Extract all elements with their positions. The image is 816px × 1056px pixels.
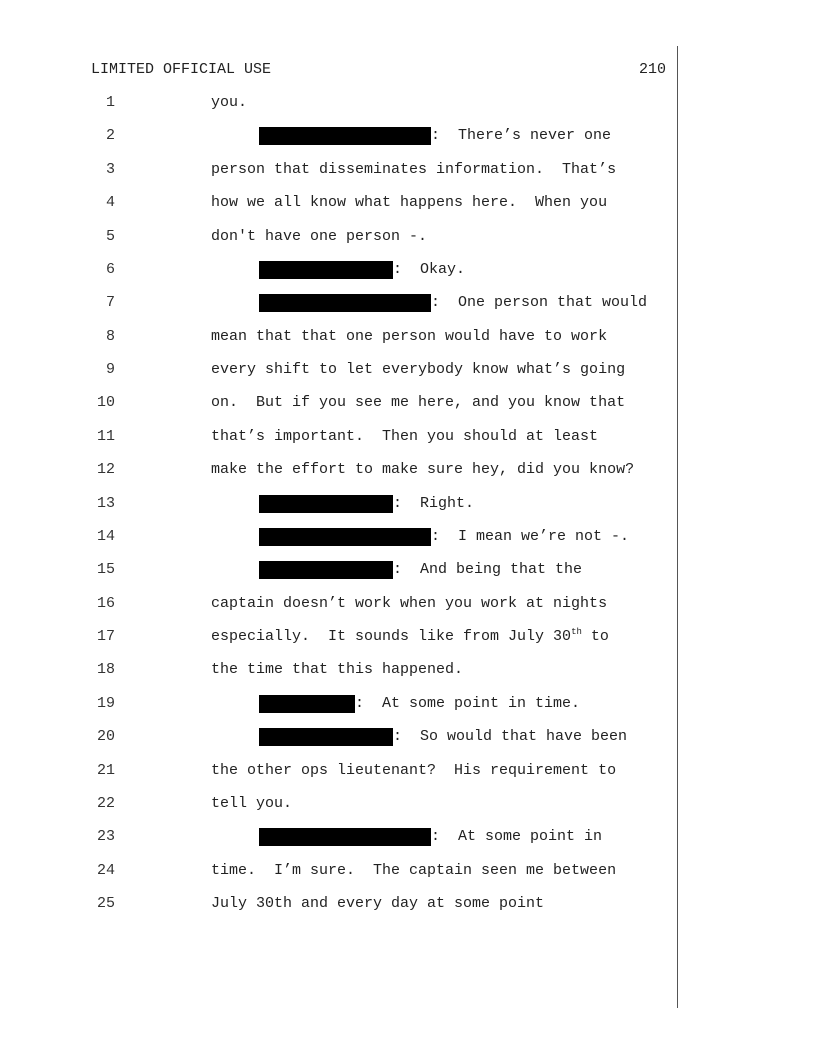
transcript-line [0,361,816,394]
line-content: person that disseminates information. That’s [211,160,617,178]
line-content: : And being that the [393,561,583,579]
line-number: 6 [105,260,115,278]
line-text [211,394,625,412]
line-number: 5 [105,227,115,245]
line-content: that’s important. Then you should at least [211,427,599,445]
line-number: 16 [96,594,115,612]
line-text [211,628,609,646]
transcript-line [0,228,816,261]
speaker-redaction [259,828,431,846]
transcript-line [0,461,816,494]
line-content: especially. It sounds like from July 30 [211,628,572,645]
line-content: time. I’m sure. The captain seen me between [211,861,617,879]
line-text [259,261,465,279]
transcript-line [0,528,816,561]
line-number: 10 [96,394,115,412]
transcript-line [0,695,816,728]
line-text [259,728,627,746]
line-text [259,828,602,846]
transcript-line [0,828,816,861]
transcript-line [0,595,816,628]
line-text [259,695,580,713]
line-text [259,495,474,513]
line-number: 25 [96,895,115,912]
line-number: 21 [96,761,115,779]
line-content: : Right. [393,494,475,512]
line-number: 7 [105,294,115,312]
line-text [259,528,629,546]
line-text [211,228,427,246]
line-text [259,294,647,312]
transcript-lines [0,94,816,928]
line-content: : So would that have been [393,728,628,746]
transcript-line [0,127,816,160]
line-number: 23 [96,828,115,846]
line-content: make the effort to make sure hey, did you know? [211,461,635,479]
line-content: on. But if you see me here, and you know that [211,394,626,412]
line-number: 14 [96,527,115,545]
line-number: 1 [105,94,115,111]
line-number: 11 [96,427,115,445]
line-number: 12 [96,461,115,479]
line-text [211,361,625,379]
speaker-redaction [259,561,393,579]
transcript-line [0,728,816,761]
line-text [211,194,607,212]
line-content: : One person that would [431,294,648,312]
speaker-redaction [259,127,431,145]
line-text [211,94,247,112]
line-text [211,428,598,446]
line-content: : I mean we’re not -. [431,527,630,545]
speaker-redaction [259,528,431,546]
transcript-line [0,261,816,294]
transcript-line [0,628,816,661]
line-number: 15 [96,561,115,579]
line-number: 17 [96,628,115,645]
line-content: : There’s never one [431,127,612,145]
transcript-line [0,895,816,928]
transcript-line [0,328,816,361]
transcript-line [0,161,816,194]
line-text [211,762,616,780]
line-text [211,461,634,479]
line-text [259,561,582,579]
line-content: don't have one person -. [211,227,428,245]
line-content: the other ops lieutenant? His requirement to [211,761,617,779]
transcript-line [0,94,816,127]
line-text [211,595,607,613]
classification-header: LIMITED OFFICIAL USE [91,61,272,78]
speaker-redaction [259,261,393,279]
line-text [211,895,544,913]
transcript-line [0,394,816,427]
line-number: 20 [96,728,115,746]
line-number: 13 [96,494,115,512]
line-number: 8 [105,327,115,345]
transcript-line [0,762,816,795]
line-content: tell you. [211,794,293,812]
line-number: 9 [105,361,115,378]
speaker-redaction [259,695,355,713]
line-content: captain doesn’t work when you work at nights [211,594,608,612]
transcript-line [0,862,816,895]
line-number: 24 [96,861,115,879]
line-text [211,862,616,880]
line-content: every shift to let everybody know what’s going [211,361,626,378]
transcript-line [0,795,816,828]
transcript-line [0,495,816,528]
line-content: mean that that one person would have to work [211,327,608,345]
line-text [211,328,607,346]
line-content: : At some point in [431,828,603,846]
line-content: the time that this happened. [211,661,464,679]
line-text [211,661,463,679]
transcript-line [0,428,816,461]
line-number: 19 [96,694,115,712]
transcript-line [0,661,816,694]
speaker-redaction [259,294,431,312]
line-content: : Okay. [393,260,466,278]
superscript-ordinal: th [571,627,582,637]
speaker-redaction [259,495,393,513]
page-number: 210 [638,61,666,78]
line-content: : At some point in time. [355,694,581,712]
line-content: you. [211,94,248,111]
line-number: 3 [105,160,115,178]
line-text [259,127,611,145]
line-content: how we all know what happens here. When you [211,194,608,212]
line-number: 22 [96,794,115,812]
line-number: 4 [105,194,115,212]
transcript-line [0,294,816,327]
line-text [211,161,616,179]
line-content-tail: to [581,628,609,645]
line-number: 2 [105,127,115,145]
transcript-line [0,561,816,594]
transcript-line [0,194,816,227]
line-content: July 30th and every day at some point [211,895,545,912]
speaker-redaction [259,728,393,746]
line-number: 18 [96,661,115,679]
line-text [211,795,292,813]
